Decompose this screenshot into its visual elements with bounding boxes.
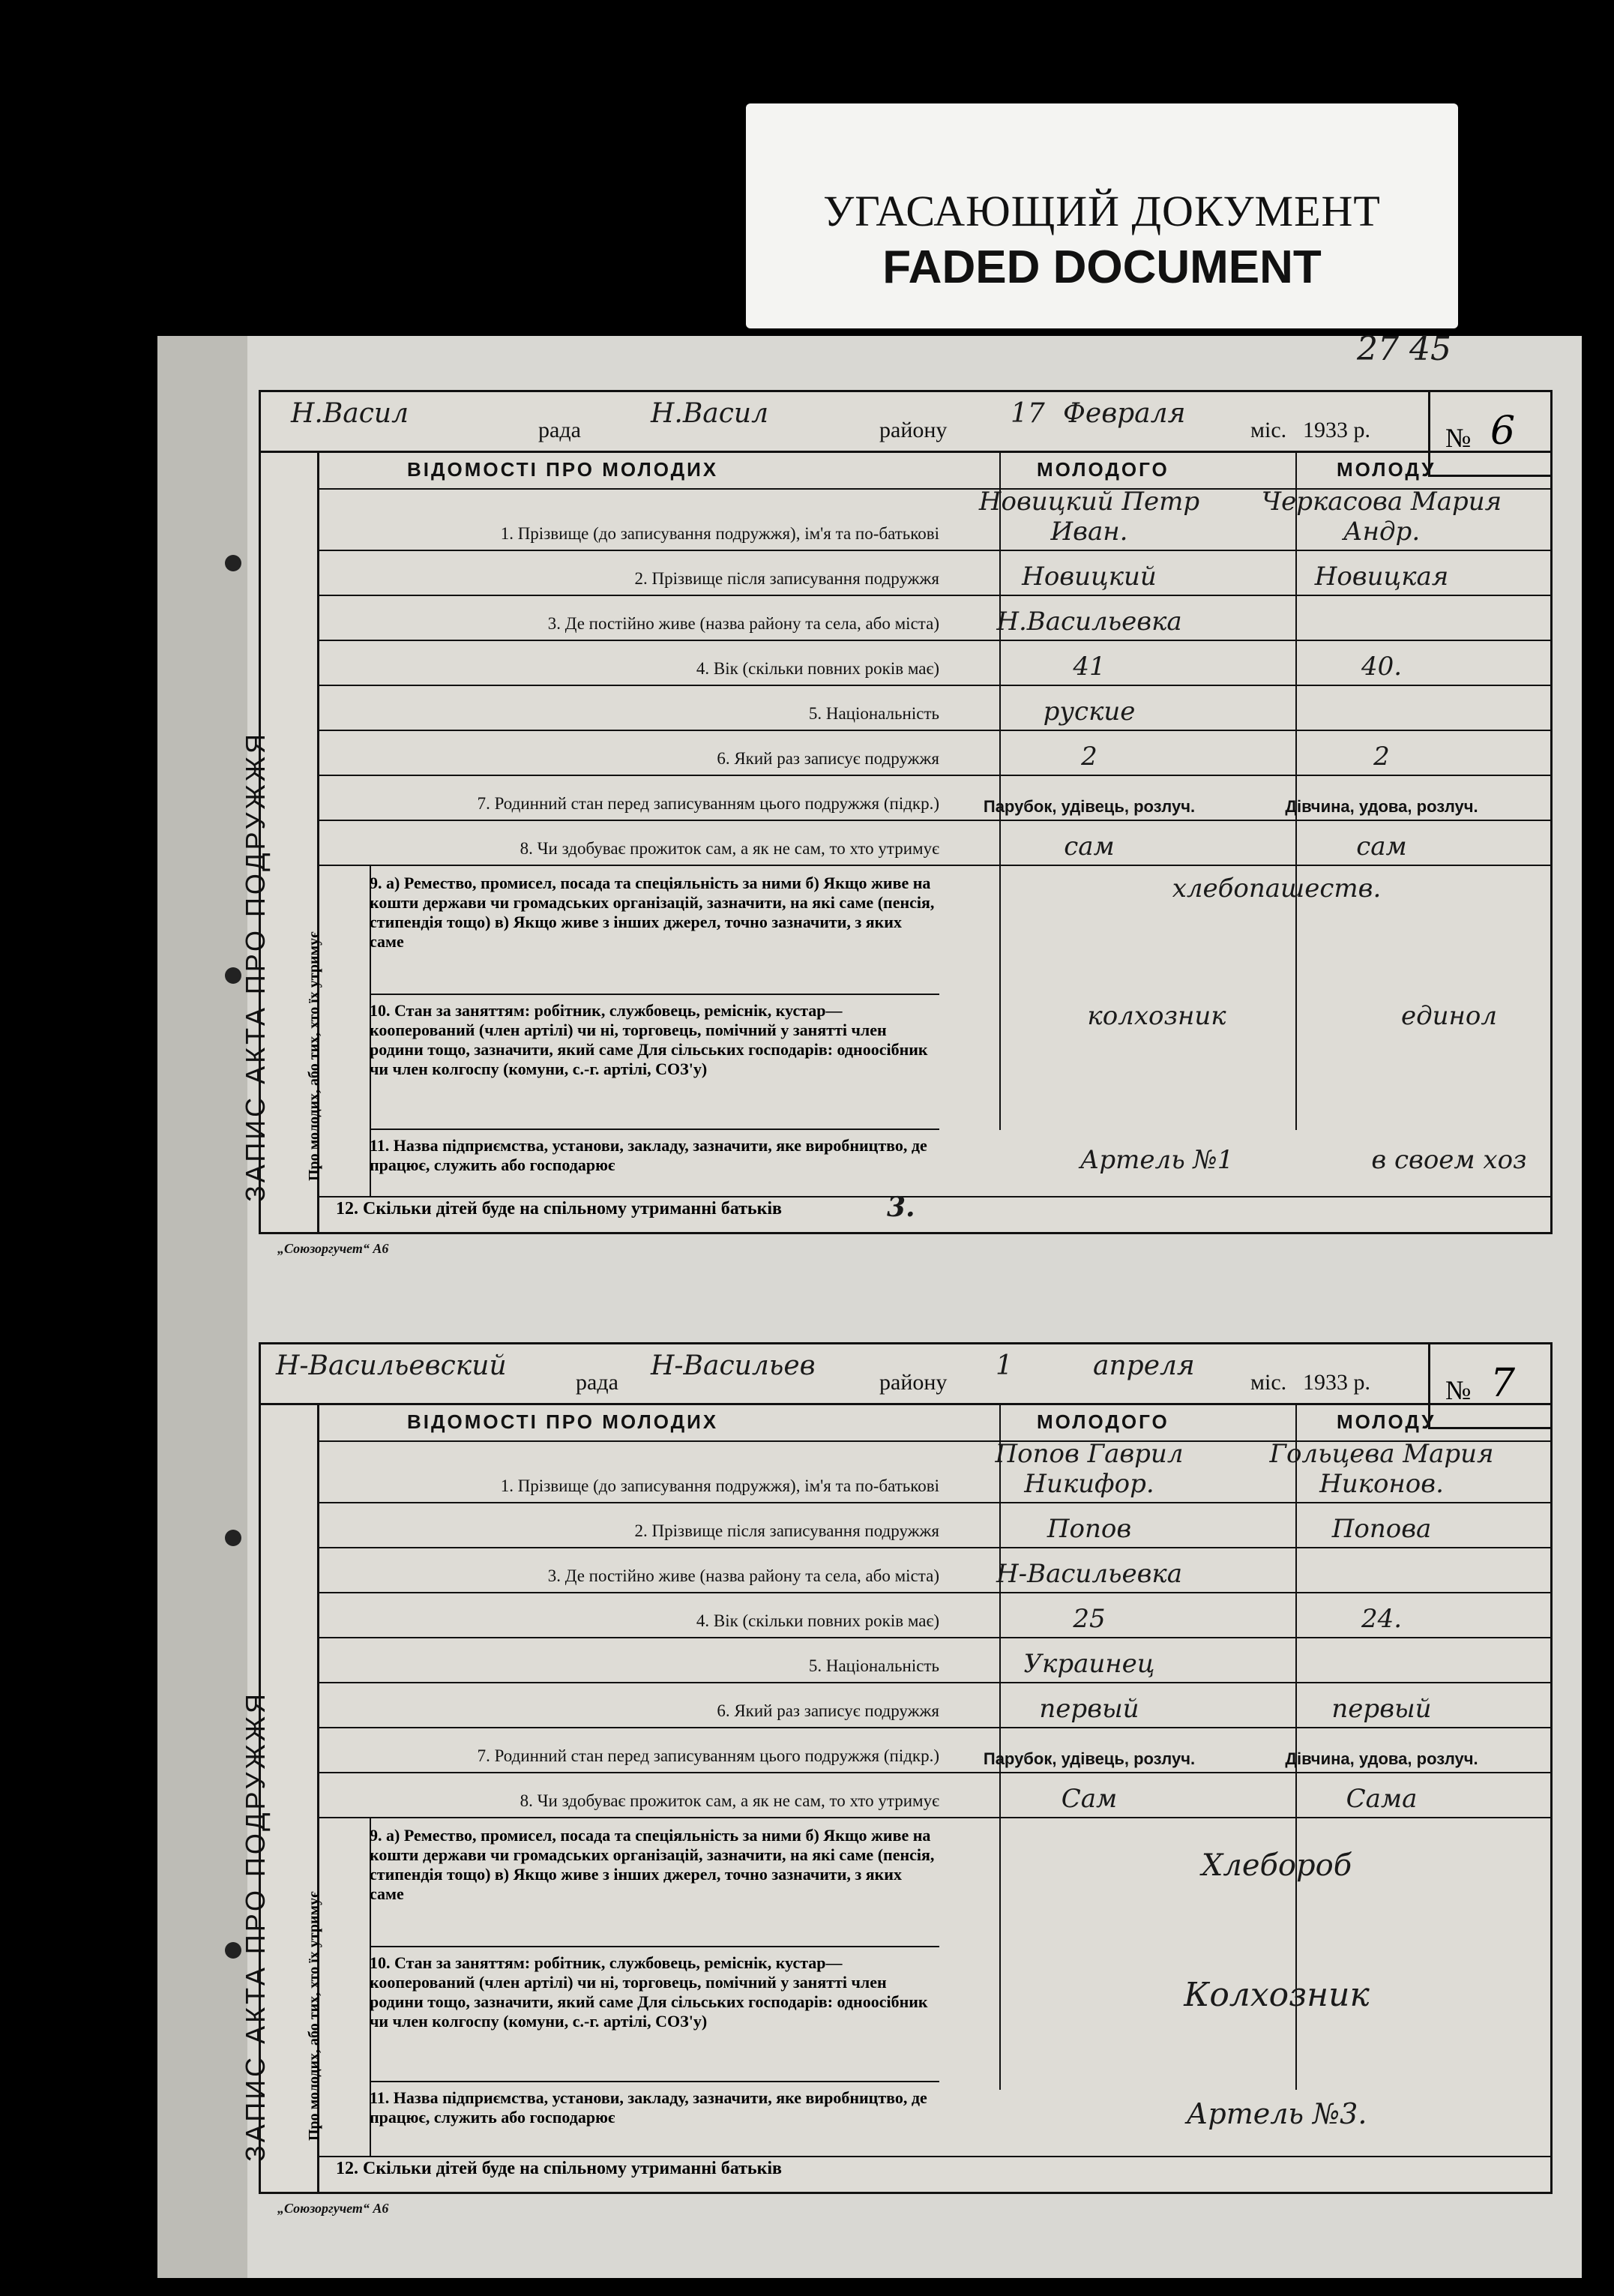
archive-number: 27 45 — [1357, 330, 1451, 368]
q10-text: 10. Стан за заняттям: робітник, службовець, реміснік, кустар—кооперований (член артілі) чи ні, торговець, помічний у занятті член родини тощо, зазначити, який саме Для сільських господарів: одноосібник чи член колгоспу (комуни, с.-г. артілі, СОЗ'у) — [370, 1001, 939, 1130]
groom-value: 2 — [1081, 742, 1097, 772]
row-label: 4. Вік (скільки повних років має) — [696, 659, 939, 678]
col-bride: МОЛОДУ — [1337, 1410, 1436, 1433]
binding-hole-1 — [225, 555, 241, 571]
district-name: Н.Васил — [651, 398, 769, 429]
q12-value: 3. — [887, 1191, 915, 1223]
column-header-row — [317, 451, 1550, 490]
occupation-block — [306, 1818, 1550, 2157]
table-row — [317, 776, 1550, 821]
q12-text: 12. Скільки дітей буде на спільному утриманні батьків — [336, 1199, 783, 1218]
number-label: № — [1445, 423, 1472, 453]
bride-value: Попова — [1331, 1514, 1432, 1544]
q10-bride: единол — [1400, 1001, 1498, 1031]
col-groom: МОЛОДОГО — [1037, 458, 1169, 481]
row-label: 3. Де постійно живе (назва району та села, або міста) — [547, 1566, 939, 1585]
groom-value: первый — [1039, 1694, 1139, 1724]
groom-value: Н-Васильевка — [996, 1559, 1182, 1589]
council-name: Н-Васильевский — [276, 1350, 507, 1381]
binding-hole-3 — [225, 1530, 241, 1546]
record-number: 6 — [1490, 409, 1516, 454]
banner-tag — [746, 103, 1458, 328]
sub-side-column — [306, 866, 371, 1196]
district-name: Н-Васильев — [651, 1350, 816, 1381]
binding-hole-2 — [225, 967, 241, 984]
raion-label: району — [879, 418, 948, 442]
q12-row — [261, 2147, 1550, 2192]
record-header — [261, 392, 1550, 453]
table-row — [317, 641, 1550, 686]
raion-label: району — [879, 1370, 948, 1395]
printer-mark: „Союзоргучет“ А6 — [277, 1241, 389, 1256]
bride-value: Сама — [1346, 1784, 1418, 1814]
q9-value: Хлебороб — [1201, 1848, 1352, 1883]
q9-text: 9. а) Ремество, промисел, посада та спеціяльність за ними б) Якщо живе на кошти держави чи громадських організацій, зазначити, на які саме (пенсія, стипендія тощо) в) Якщо живе з інших джерел, точно зазначити, з яких саме — [370, 1826, 939, 1947]
record-day: 17 — [1011, 398, 1045, 429]
table-row — [317, 551, 1550, 596]
q9-text: 9. а) Ремество, промисел, посада та спеціяльність за ними б) Якщо живе на кошти держави чи громадських організацій, зазначити, на які саме (пенсія, стипендія тощо) в) Якщо живе з інших джерел, точно зазначити, з яких саме — [370, 874, 939, 995]
binding-hole-4 — [225, 1942, 241, 1959]
sub-side-title: Про молодих, або тих, хто їх утримує — [306, 1891, 322, 2141]
section-title: ВІДОМОСТІ ПРО МОЛОДИХ — [407, 458, 719, 481]
mis-label: міс. — [1250, 418, 1287, 442]
record-year: 1933 р. — [1303, 418, 1370, 442]
q10-groom: колхозник — [1087, 1001, 1226, 1031]
record-header — [261, 1344, 1550, 1405]
groom-value: Украинец — [1023, 1649, 1155, 1679]
table-row — [317, 1683, 1550, 1728]
row-label: 3. Де постійно живе (назва району та села, або міста) — [547, 614, 939, 633]
record-month: Февраля — [1063, 398, 1186, 429]
row-label: 8. Чи здобуває прожиток сам, а як не сам, то хто утримує — [520, 1791, 939, 1810]
bride-value: 24. — [1361, 1604, 1403, 1634]
groom-value: сам — [1064, 832, 1115, 862]
bride-value: Гольцева Мария Никонов. — [1269, 1439, 1494, 1499]
groom-value: Попов — [1047, 1514, 1132, 1544]
col-groom: МОЛОДОГО — [1037, 1410, 1169, 1433]
row-label: 7. Родинний стан перед записуванням цього подружжя (підкр.) — [477, 1746, 939, 1765]
printer-mark: „Союзоргучет“ А6 — [277, 2201, 389, 2216]
table-row — [317, 1548, 1550, 1593]
groom-value: Попов Гаврил Никифор. — [995, 1439, 1184, 1499]
banner-ru: УГАСАЮЩИЙ ДОКУМЕНТ — [823, 187, 1381, 235]
q11-groom: Артель №3. — [1186, 2097, 1367, 2130]
q10-text: 10. Стан за заняттям: робітник, службовець, реміснік, кустар—кооперований (член артілі) чи ні, торговець, помічний у занятті член родини тощо, зазначити, який саме Для сільських господарів: одноосібник чи член колгоспу (комуни, с.-г. артілі, СОЗ'у) — [370, 1953, 939, 2082]
bride-value: сам — [1356, 832, 1407, 862]
groom-value: Н.Васильевка — [996, 607, 1182, 637]
bride-value: Дівчина, удова, розлуч. — [1285, 797, 1478, 816]
q11-bride: в своем хоз — [1371, 1145, 1527, 1175]
side-title: ЗАПИС АКТА ПРО ПОДРУЖЖЯ — [240, 730, 271, 1202]
q12-text: 12. Скільки дітей буде на спільному утриманні батьків — [336, 2159, 783, 2178]
table-row — [317, 1593, 1550, 1638]
row-label: 8. Чи здобуває прожиток сам, а як не сам, то хто утримує — [520, 839, 939, 858]
banner-en: FADED DOCUMENT — [882, 241, 1322, 293]
record-rows — [306, 451, 1550, 1197]
q10-groom: Колхозник — [1184, 1976, 1370, 2014]
record-rows — [306, 1403, 1550, 2157]
section-title: ВІДОМОСТІ ПРО МОЛОДИХ — [407, 1410, 719, 1433]
row-label: 6. Який раз записує подружжя — [717, 749, 939, 768]
sub-side-column — [306, 1818, 371, 2156]
col-bride: МОЛОДУ — [1337, 458, 1436, 481]
groom-value: 41 — [1073, 652, 1106, 682]
number-label: № — [1445, 1375, 1472, 1405]
groom-value: Новицкий — [1022, 562, 1157, 592]
row-label: 2. Прізвище після записування подружжя — [634, 569, 939, 588]
rada-label: рада — [538, 418, 581, 442]
groom-value: Парубок, удівець, розлуч. — [983, 1749, 1196, 1768]
table-row — [317, 1439, 1550, 1503]
table-row — [317, 1728, 1550, 1773]
table-row — [317, 686, 1550, 731]
row-label: 4. Вік (скільки повних років має) — [696, 1611, 939, 1630]
table-row — [317, 1773, 1550, 1818]
q9-value: хлебопашеств. — [1172, 874, 1382, 904]
groom-value: Новицкий Петр Иван. — [978, 487, 1200, 547]
marriage-record-6 — [240, 390, 1553, 1234]
row-label: 2. Прізвище після записування подружжя — [634, 1521, 939, 1540]
row-label: 5. Національність — [808, 1656, 939, 1675]
groom-value: Сам — [1061, 1784, 1118, 1814]
side-title: ЗАПИС АКТА ПРО ПОДРУЖЖЯ — [240, 1690, 271, 2162]
table-row — [317, 596, 1550, 641]
row-label: 7. Родинний стан перед записуванням цього подружжя (підкр.) — [477, 794, 939, 813]
record-number: 7 — [1490, 1361, 1516, 1406]
table-row — [317, 821, 1550, 866]
marriage-record-7 — [240, 1342, 1553, 2194]
groom-value: руские — [1043, 697, 1136, 727]
rada-label: рада — [576, 1370, 618, 1395]
table-row — [317, 1503, 1550, 1548]
q11-text: 11. Назва підприємства, установи, закладу, зазначити, яке виробництво, де працює, служить або господарює — [370, 2088, 927, 2127]
council-name: Н.Васил — [291, 398, 409, 429]
paper-spine — [157, 336, 247, 2278]
row-label: 6. Який раз записує подружжя — [717, 1701, 939, 1720]
row-label: 5. Національність — [808, 704, 939, 723]
record-year: 1933 р. — [1303, 1370, 1370, 1395]
table-row — [317, 731, 1550, 776]
table-row — [317, 1638, 1550, 1683]
mis-label: міс. — [1250, 1370, 1287, 1395]
column-header-row — [317, 1403, 1550, 1442]
bride-value: 40. — [1361, 652, 1403, 682]
q11-groom: Артель №1 — [1079, 1145, 1234, 1175]
record-month: апреля — [1093, 1350, 1195, 1381]
groom-value: Парубок, удівець, розлуч. — [983, 797, 1196, 816]
bride-value: Дівчина, удова, розлуч. — [1285, 1749, 1478, 1768]
q11-text: 11. Назва підприємства, установи, закладу, зазначити, яке виробництво, де працює, служить або господарює — [370, 1136, 927, 1174]
bride-value: 2 — [1373, 742, 1390, 772]
record-day: 1 — [996, 1350, 1013, 1381]
q12-row — [261, 1187, 1550, 1232]
bride-value: Черкасова Мария Андр. — [1261, 487, 1502, 547]
sub-side-title: Про молодих, або тих, хто їх утримує — [306, 931, 322, 1181]
row-label: 1. Прізвище (до записування подружжя), ім'я та по-батькові — [500, 1476, 939, 1495]
bride-value: Новицкая — [1314, 562, 1449, 592]
row-label: 1. Прізвище (до записування подружжя), ім'я та по-батькові — [500, 524, 939, 543]
table-row — [317, 487, 1550, 551]
occupation-block — [306, 866, 1550, 1197]
groom-value: 25 — [1073, 1604, 1106, 1634]
bride-value: первый — [1331, 1694, 1432, 1724]
